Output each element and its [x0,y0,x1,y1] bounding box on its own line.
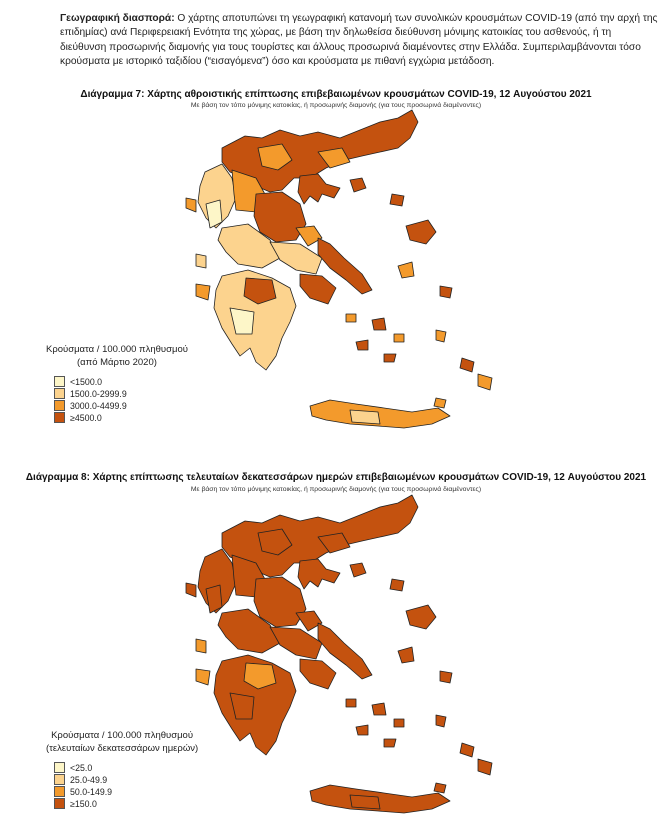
legend-swatch [54,412,65,423]
map1-legend-item [54,388,188,400]
legend-swatch [54,388,65,399]
island-shape [346,699,356,707]
map2-title: Διάγραμμα 8: Χάρτης επίπτωσης τελευταίων δεκατεσσάρων ημερών επιβεβαιωμένων κρουσμάτων COVID-19, 12 Αυγούστου 2021 [25,472,647,483]
legend-label: ≥4500.0 [70,412,102,423]
island-shape [394,334,404,342]
legend-label: ≥150.0 [70,798,97,809]
map2-subtitle: Με βάση τον τόπο μόνιμης κατοικίας, ή προσωρινής διαμονής (για τους προσωρινά διαμένοντες) [190,486,482,493]
island-shape [196,284,210,300]
island-shape [196,254,206,268]
intro-paragraph [60,12,660,70]
map2-legend-item [54,774,198,786]
map1-subtitle: Με βάση τον τόπο μόνιμης κατοικίας, ή προσωρινής διαμονής (για τους προσωρινά διαμένοντες) [190,102,482,109]
island-shape [478,759,492,775]
map1-legend-title-line1: Κρούσματα / 100.000 πληθυσμού [46,344,188,355]
map2-legend [46,730,198,810]
island-shape [356,725,368,735]
island-shape [356,340,368,350]
map1-legend [46,344,188,424]
island-shape [436,330,446,342]
island-shape [440,286,452,298]
legend-swatch [54,400,65,411]
island-shape [186,583,196,597]
island-shape [434,398,446,408]
legend-label: 3000.0-4499.9 [70,400,127,411]
island-shape [196,669,210,685]
map2-legend-item [54,762,198,774]
island-shape [350,410,380,424]
island-shape [398,647,414,663]
legend-swatch [54,762,65,773]
island-shape [434,783,446,793]
island-shape [390,579,404,591]
map1-legend-title-line2: (από Μάρτιο 2020) [77,356,157,368]
legend-label: 1500.0-2999.9 [70,388,127,399]
legend-swatch [54,786,65,797]
legend-label: 50.0-149.9 [70,786,113,797]
map1-title: Διάγραμμα 7: Χάρτης αθροιστικής επίπτωσης επιβεβαιωμένων κρουσμάτων COVID-19, 12 Αυγούστου 2021 [80,89,592,100]
island-shape [460,743,474,757]
region-shape [298,559,340,589]
island-shape [440,671,452,683]
map2-legend-title-line2: (τελευταίων δεκατεσσάρων ημερών) [46,742,199,754]
legend-swatch [54,376,65,387]
island-shape [390,194,404,206]
island-shape [372,703,386,715]
island-shape [186,198,196,212]
island-shape [398,262,414,278]
island-shape [406,220,436,244]
island-shape [478,374,492,390]
intro-text: Ο χάρτης αποτυπώνει τη γεωγραφική κατανομή των συνολικών κρουσμάτων COVID-19 (από την αρχή της επιδημίας) ανά Περιφερειακή Ενότητα της χώρας, με βάση την δηλωθείσα διεύθυνση μόνιμης κατοικίας του ασθενούς, ή τη διεύθυνση προσωρινής διαμονής για τους τουρίστες και άλλους προσωρινά διαμένοντες στην Ελλάδα. Συμπεριλαμβάνονται τόσο κρούσματα με ιστορικό ταξιδίου (“εισαγόμενα”) όσο και κρούσματα με πιθανή εγχώρια μετάδοση. [60,13,658,68]
map2-legend-title [46,730,198,756]
intro-heading: Γεωγραφική διασπορά: [60,13,175,24]
island-shape [350,795,380,809]
map1-legend-item [54,376,188,388]
legend-swatch [54,798,65,809]
map2-legend-title-line1: Κρούσματα / 100.000 πληθυσμού [51,730,194,741]
island-shape [436,715,446,727]
island-shape [384,739,396,747]
map2-legend-item [54,798,198,810]
map1-legend-item [54,412,188,424]
island-shape [372,318,386,330]
map2-legend-item [54,786,198,798]
legend-label: <25.0 [70,762,93,773]
island-shape [394,719,404,727]
island-shape [406,605,436,629]
map1-legend-title [46,344,188,370]
island-shape [350,563,366,577]
island-shape [346,314,356,322]
map1-legend-item [54,400,188,412]
island-shape [460,358,474,372]
legend-label: 25.0-49.9 [70,774,108,785]
region-shape [298,174,340,204]
island-shape [384,354,396,362]
legend-swatch [54,774,65,785]
region-shape [300,659,336,689]
island-shape [196,639,206,653]
legend-label: <1500.0 [70,376,103,387]
region-shape [300,274,336,304]
island-shape [350,178,366,192]
